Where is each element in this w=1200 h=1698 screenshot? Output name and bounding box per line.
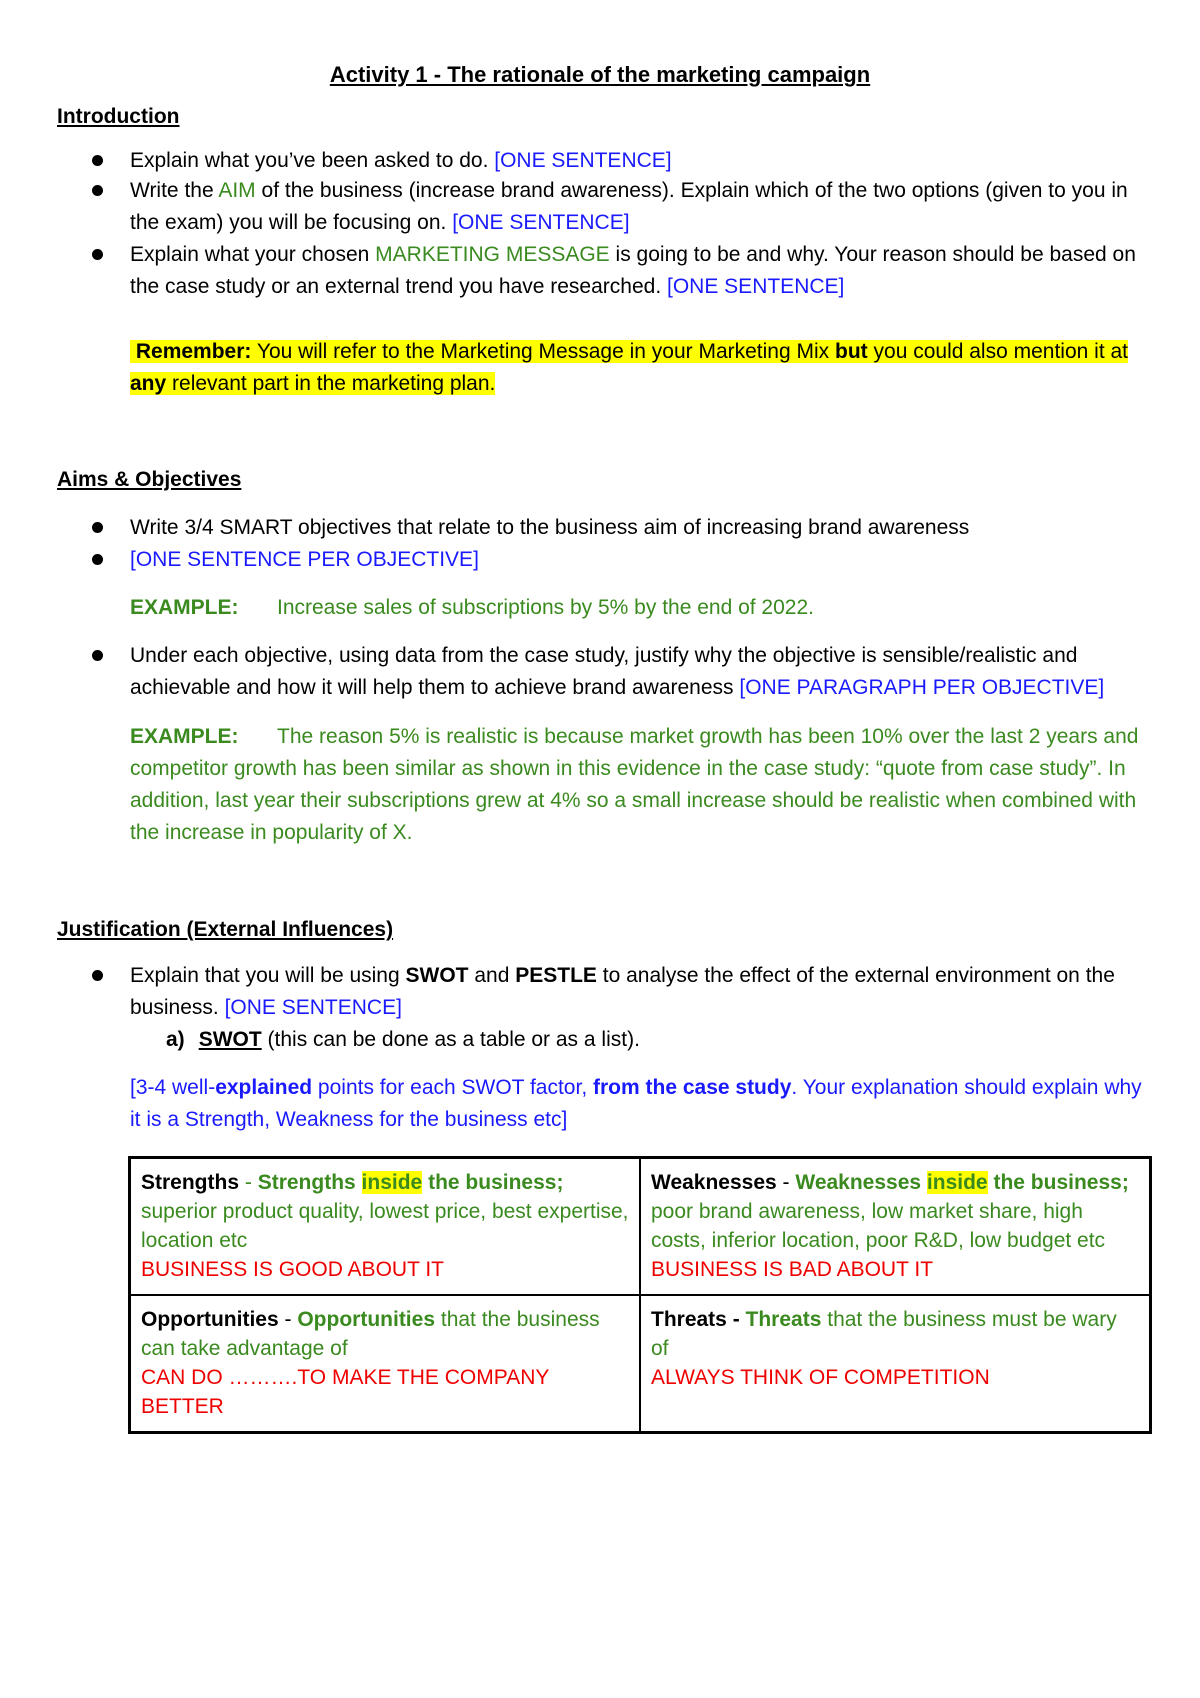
example-2: EXAMPLE: The reason 5% is realistic is because market growth has been 10% over the last 2 years and competitor growth has been similar as shown in this evidence in the case study: “quote from case study”. In addition, last year their subscriptions grew at 4% so a small increase should be realistic when combined with the increase in popularity of X. [130, 725, 1139, 844]
aims-bullet-2 [130, 544, 1145, 576]
remember-note: Remember: You will refer to the Marketing Message in your Marketing Mix but you could also mention it at any relevant part in the marketing plan. [130, 340, 1128, 395]
bullet-icon [92, 554, 103, 565]
instruction-tag: [ONE SENTENCE] [667, 275, 845, 298]
introduction-heading: Introduction [57, 105, 180, 128]
bullet-icon [92, 185, 103, 196]
swot-note: [3-4 well-explained points for each SWOT factor, from the case study. Your explanation should explain why it is a Strength, Weakness for the business etc] [130, 1076, 1142, 1131]
aims-bullet-1: Write 3/4 SMART objectives that relate to the business aim of increasing brand awareness [130, 512, 1145, 544]
sub-item-swot: a) SWOT (this can be done as a table or as a list). [166, 1028, 640, 1051]
aim-keyword: AIM [218, 179, 256, 202]
aims-bullet-3: Under each objective, using data from the case study, justify why the objective is sensible/realistic and achievable and how it will help them to achieve brand awareness [ONE PARAGRAPH PER OBJECTIVE] [130, 640, 1145, 704]
intro-bullet-3: Explain what your chosen MARKETING MESSAGE is going to be and why. Your reason should be based on the case study or an external trend you have researched. [ONE SENTENCE] [130, 239, 1145, 303]
bullet-icon [92, 155, 103, 166]
threats-cell: Threats - Threats that the business must be wary of ALWAYS THINK OF COMPETITION [640, 1295, 1151, 1433]
justification-bullet-1: Explain that you will be using SWOT and PESTLE to analyse the effect of the external environment on the business. [ONE SENTENCE] [130, 960, 1145, 1024]
opportunities-cell: Opportunities - Opportunities that the business can take advantage of CAN DO ……….TO MAKE THE COMPANY BETTER [130, 1295, 641, 1433]
bullet-icon [92, 522, 103, 533]
instruction-tag: [ONE SENTENCE PER OBJECTIVE] [130, 548, 479, 571]
instruction-tag: [ONE PARAGRAPH PER OBJECTIVE] [739, 676, 1105, 699]
intro-bullet-2: Write the AIM of the business (increase brand awareness). Explain which of the two options (given to you in the exam) you will be focusing on. [ONE SENTENCE] [130, 175, 1145, 239]
bullet-icon [92, 970, 103, 981]
aims-heading: Aims & Objectives [57, 468, 242, 491]
bullet-icon [92, 249, 103, 260]
weaknesses-cell: Weaknesses - Weaknesses inside the business; poor brand awareness, low market share, high costs, inferior location, poor R&D, low budget etc BUSINESS IS BAD ABOUT IT [640, 1158, 1151, 1296]
instruction-tag: [ONE SENTENCE] [494, 149, 672, 172]
justification-heading: Justification (External Influences) [57, 918, 394, 941]
page-title: Activity 1 - The rationale of the marketing campaign [329, 62, 871, 87]
instruction-tag: [ONE SENTENCE] [452, 211, 630, 234]
marketing-message-keyword: MARKETING MESSAGE [375, 243, 610, 266]
swot-table [128, 1156, 1152, 1434]
intro-bullet-1: Explain what you’ve been asked to do. [ONE SENTENCE] [130, 145, 1145, 177]
instruction-tag: [ONE SENTENCE] [224, 996, 402, 1019]
bullet-icon [92, 650, 103, 661]
strengths-cell: Strengths - Strengths inside the business; superior product quality, lowest price, best expertise, location etc BUSINESS IS GOOD ABOUT IT [130, 1158, 641, 1296]
example-1: EXAMPLE: Increase sales of subscriptions by 5% by the end of 2022. [130, 596, 814, 619]
